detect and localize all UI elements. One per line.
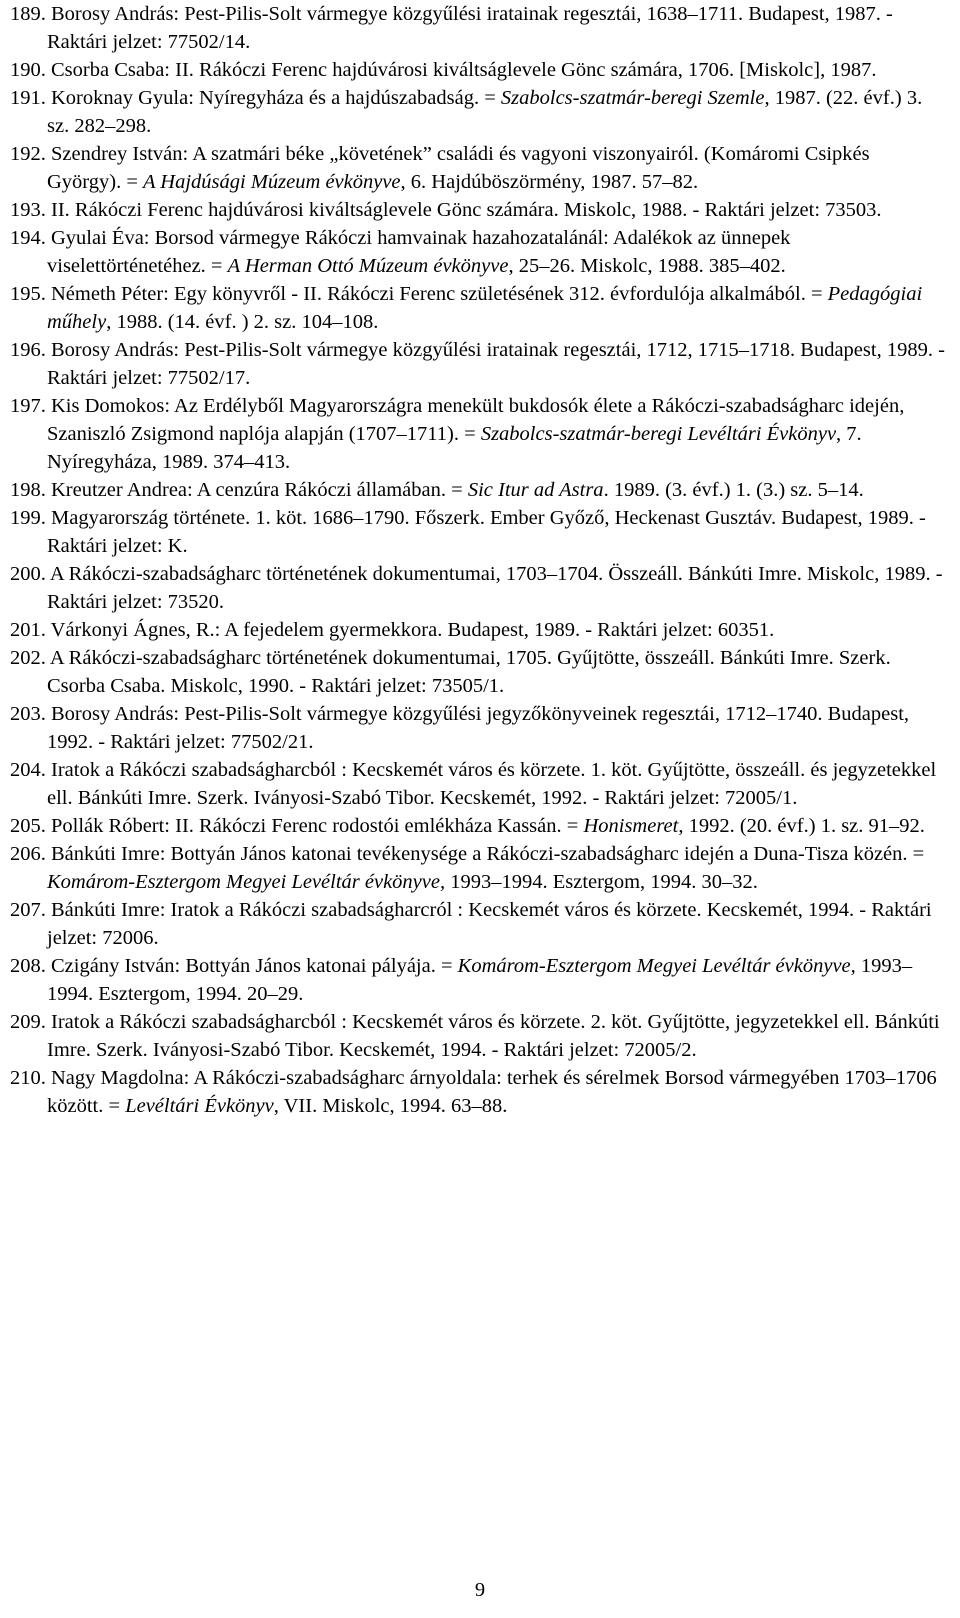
- bibliography-entry: [10, 756, 945, 812]
- entry-number: 203.: [10, 703, 46, 725]
- entry-number: 202.: [10, 647, 46, 669]
- bibliography-entry: [10, 1008, 945, 1064]
- entry-number: 196.: [10, 339, 46, 361]
- bibliography-entry: [10, 140, 945, 196]
- entry-journal-title: Szabolcs-szatmár-beregi Levéltári Évkönyv: [480, 423, 837, 445]
- entry-number: 194.: [10, 227, 46, 249]
- entry-journal-title: A Hajdúsági Múzeum évkönyve: [143, 171, 401, 193]
- bibliography-entry: [10, 336, 945, 392]
- bibliography-entry: [10, 840, 945, 896]
- entry-text: Iratok a Rákóczi szabadságharcból : Kecskemét város és körzete. 1. köt. Gyűjtötte, összeáll. és jegyzetekkel ell. Bánkúti Imre. Szerk. Iványosi-Szabó Tibor. Kecskemét, 1992. - Raktári jelzet: 72005/1.: [47, 759, 937, 809]
- entry-journal-title: Szabolcs-szatmár-beregi Szemle: [500, 87, 765, 109]
- entry-journal-title: Honismeret: [583, 815, 679, 837]
- entry-number: 208.: [10, 955, 46, 977]
- entry-number: 198.: [10, 479, 46, 501]
- entry-number: 189.: [10, 3, 46, 25]
- entry-text: , 25–26. Miskolc, 1988. 385–402.: [508, 255, 786, 277]
- entry-number: 200.: [10, 563, 46, 585]
- entry-text: A Rákóczi-szabadságharc történetének dokumentumai, 1703–1704. Összeáll. Bánkúti Imre. Miskolc, 1989. - Raktári jelzet: 73520.: [47, 563, 943, 613]
- entry-number: 199.: [10, 507, 46, 529]
- entry-text: Pollák Róbert: II. Rákóczi Ferenc rodostói emlékháza Kassán. =: [51, 815, 584, 837]
- entry-text: , 1988. (14. évf. ) 2. sz. 104–108.: [106, 311, 379, 333]
- entry-number: 207.: [10, 899, 46, 921]
- entry-text: 1993–1994. Esztergom, 1994. 30–32.: [445, 871, 758, 893]
- entry-text: Magyarország története. 1. köt. 1686–1790. Főszerk. Ember Győző, Heckenast Gusztáv. Budapest, 1989. - Raktári jelzet: K.: [47, 507, 926, 557]
- entry-number: 191.: [10, 87, 46, 109]
- entry-text: Borosy András: Pest-Pilis-Solt vármegye közgyűlési iratainak regesztái, 1712, 1715–1718. Budapest, 1989. - Raktári jelzet: 77502/17.: [47, 339, 945, 389]
- bibliography-entry: [10, 616, 945, 644]
- entry-journal-title: Komárom-Esztergom Megyei Levéltár évkönyve,: [47, 871, 446, 893]
- entry-number: 190.: [10, 59, 46, 81]
- page-number: 9: [474, 1579, 486, 1601]
- entry-number: 204.: [10, 759, 46, 781]
- bibliography-entry: [10, 196, 945, 224]
- entry-text: , 1987. (22. évf.) 3. sz. 282–298.: [47, 87, 923, 137]
- entry-text: . 1989. (3. évf.) 1. (3.) sz. 5–14.: [603, 479, 864, 501]
- entry-text: Kreutzer Andrea: A cenzúra Rákóczi államában. =: [51, 479, 468, 501]
- entry-journal-title: Sic Itur ad Astra: [467, 479, 604, 501]
- entry-text: Koroknay Gyula: Nyíregyháza és a hajdúszabadság. =: [51, 87, 501, 109]
- bibliography-entry: [10, 644, 945, 700]
- entry-text: , VII. Miskolc, 1994. 63–88.: [273, 1095, 508, 1117]
- bibliography-entry: [10, 280, 945, 336]
- bibliography-entry: [10, 896, 945, 952]
- entry-text: Borosy András: Pest-Pilis-Solt vármegye közgyűlési jegyzőkönyveinek regesztái, 1712–1740. Budapest, 1992. - Raktári jelzet: 77502/21.: [47, 703, 910, 753]
- entry-text: Bánkúti Imre: Bottyán János katonai tevékenysége a Rákóczi-szabadságharc idején a Duna-Tisza közén. =: [51, 843, 925, 865]
- entry-text: Kis Domokos: Az Erdélyből Magyarországra menekült bukdosók élete a Rákóczi-szabadságharc idején, Szaniszló Zsigmond naplója alapján (1707–1711). =: [47, 395, 905, 445]
- entry-text: Gyulai Éva: Borsod vármegye Rákóczi hamvainak hazahozatalánál: Adalékok az ünnepek viselettörténetéhez. =: [47, 227, 791, 277]
- entry-text: Bánkúti Imre: Iratok a Rákóczi szabadságharcról : Kecskemét város és körzete. Kecskemét, 1994. - Raktári jelzet: 72006.: [47, 899, 932, 949]
- entry-text: Várkonyi Ágnes, R.: A fejedelem gyermekkora. Budapest, 1989. - Raktári jelzet: 60351.: [50, 619, 775, 641]
- entry-text: Czigány István: Bottyán János katonai pályája. =: [51, 955, 458, 977]
- entry-number: 197.: [10, 395, 46, 417]
- entry-text: , 7. Nyíregyháza, 1989. 374–413.: [47, 423, 862, 473]
- entry-number: 201.: [10, 619, 46, 641]
- bibliography-entry: [10, 560, 945, 616]
- entry-text: Németh Péter: Egy könyvről - II. Rákóczi Ferenc születésének 312. évfordulója alkalmából. =: [51, 283, 828, 305]
- entry-text: Iratok a Rákóczi szabadságharcból : Kecskemét város és körzete. 2. köt. Gyűjtötte, jegyzetekkel ell. Bánkúti Imre. Szerk. Iványosi-Szabó Tibor. Kecskemét, 1994. - Raktári jelzet: 72005/2.: [47, 1011, 940, 1061]
- bibliography-entry: [10, 476, 945, 504]
- bibliography-entry: [10, 504, 945, 560]
- entry-number: 195.: [10, 283, 46, 305]
- entry-number: 206.: [10, 843, 46, 865]
- entry-journal-title: Komárom-Esztergom Megyei Levéltár évkönyve,: [457, 955, 856, 977]
- bibliography-entry: [10, 56, 945, 84]
- entry-number: 192.: [10, 143, 46, 165]
- entry-text: Szendrey István: A szatmári béke „követének” családi és vagyoni viszonyairól. (Komáromi Csipkés György). =: [47, 143, 870, 193]
- entry-text: A Rákóczi-szabadságharc történetének dokumentumai, 1705. Gyűjtötte, összeáll. Bánkúti Imre. Szerk. Csorba Csaba. Miskolc, 1990. - Raktári jelzet: 73505/1.: [47, 647, 891, 697]
- entry-text: , 6. Hajdúböszörmény, 1987. 57–82.: [400, 171, 699, 193]
- bibliography-entry: [10, 952, 945, 1008]
- bibliography-entry: [10, 700, 945, 756]
- entry-journal-title: Levéltári Évkönyv: [125, 1095, 274, 1117]
- entry-text: 1993–1994. Esztergom, 1994. 20–29.: [47, 955, 913, 1005]
- entry-text: , 1992. (20. évf.) 1. sz. 91–92.: [678, 815, 925, 837]
- bibliography-entry: [10, 0, 945, 56]
- bibliography-entry: [10, 812, 945, 840]
- bibliography-entry: [10, 392, 945, 476]
- bibliography-list: [10, 0, 945, 1120]
- entry-journal-title: Pedagógiai műhely: [47, 283, 923, 333]
- entry-number: 209.: [10, 1011, 46, 1033]
- entry-number: 193.: [10, 199, 46, 221]
- bibliography-entry: [10, 224, 945, 280]
- entry-number: 205.: [10, 815, 46, 837]
- bibliography-entry: [10, 1064, 945, 1120]
- entry-number: 210.: [10, 1067, 46, 1089]
- entry-journal-title: A Herman Ottó Múzeum évkönyve: [227, 255, 509, 277]
- entry-text: Csorba Csaba: II. Rákóczi Ferenc hajdúvárosi kiváltságlevele Gönc számára, 1706. [Miskolc], 1987.: [51, 59, 877, 81]
- entry-text: Borosy András: Pest-Pilis-Solt vármegye közgyűlési iratainak regesztái, 1638–1711. Budapest, 1987. - Raktári jelzet: 77502/14.: [47, 3, 893, 53]
- entry-text: Nagy Magdolna: A Rákóczi-szabadságharc árnyoldala: terhek és sérelmek Borsod vármegyében 1703–1706 között. =: [47, 1067, 937, 1117]
- entry-text: II. Rákóczi Ferenc hajdúvárosi kiváltságlevele Gönc számára. Miskolc, 1988. - Raktári jelzet: 73503.: [51, 199, 882, 221]
- bibliography-entry: [10, 84, 945, 140]
